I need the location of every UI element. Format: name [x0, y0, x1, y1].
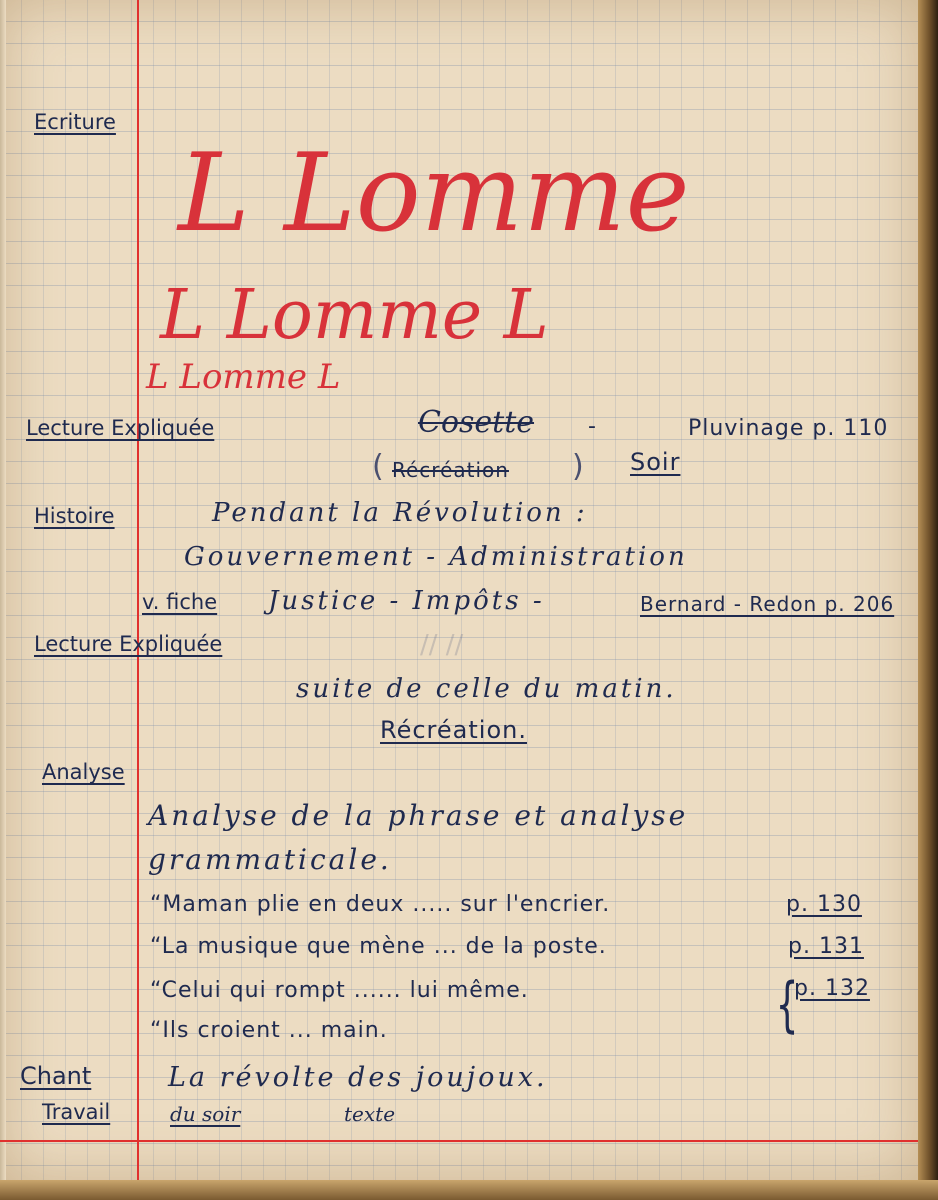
heading-fiche: v. fiche — [142, 590, 218, 614]
show-through-mark: ∕∕ ∕∕ — [420, 630, 464, 660]
paren-open: ( — [372, 449, 385, 484]
lecture2-line-1: suite de celle du matin. — [296, 674, 677, 704]
margin-line — [137, 0, 139, 1180]
lecture2-recreation: Récréation. — [380, 716, 527, 744]
ecriture-line-3: L Lomme L — [146, 357, 341, 397]
heading-ecriture: Ecriture — [34, 110, 116, 134]
analyse-item-2-page: p. 131 — [788, 934, 864, 959]
ecriture-line-2: L Lomme L — [160, 276, 549, 355]
lecture-soir: Soir — [630, 448, 681, 476]
ecriture-line-1: L Lomme — [178, 131, 690, 256]
heading-lecture-2: Lecture Expliquée — [34, 632, 223, 656]
notebook-edge-bottom — [0, 1180, 938, 1200]
paren-close: ) — [572, 449, 585, 484]
travail-soir: du soir — [170, 1102, 241, 1126]
lecture-recreation: Récréation — [392, 458, 509, 482]
histoire-line-3: Justice - Impôts - — [268, 586, 545, 616]
lecture-dash: - — [588, 414, 597, 439]
bottom-rule-line — [0, 1140, 918, 1142]
page-spine — [0, 0, 6, 1180]
analyse-item-1-page: p. 130 — [786, 892, 862, 917]
analyse-item-1: “Maman plie en deux ..... sur l'encrier. — [150, 892, 611, 917]
notebook-edge-right — [918, 0, 938, 1200]
analyse-item-2: “La musique que mène ... de la poste. — [150, 934, 607, 959]
analyse-line-1: Analyse de la phrase et analyse — [148, 799, 689, 832]
analyse-item-4: “Ils croient ... main. — [150, 1018, 388, 1043]
histoire-line-2: Gouvernement - Administration — [184, 542, 688, 572]
chant-text: La révolte des joujoux. — [168, 1062, 548, 1093]
histoire-reference: Bernard - Redon p. 206 — [640, 592, 895, 616]
heading-histoire: Histoire — [34, 504, 115, 528]
heading-travail: Travail — [42, 1100, 111, 1124]
lecture-reference: Pluvinage p. 110 — [688, 416, 889, 441]
brace-mark: { — [775, 970, 799, 1040]
histoire-line-1: Pendant la Révolution : — [212, 498, 588, 528]
heading-chant: Chant — [20, 1062, 92, 1090]
heading-analyse: Analyse — [42, 760, 125, 784]
analyse-item-3: “Celui qui rompt ...... lui même. — [150, 978, 529, 1003]
travail-texte: texte — [344, 1102, 396, 1126]
analyse-line-2: grammaticale. — [148, 843, 392, 876]
lecture-title: Cosette — [418, 405, 535, 440]
analyse-item-3-page: p. 132 — [794, 976, 870, 1001]
heading-lecture-1: Lecture Expliquée — [26, 416, 215, 440]
